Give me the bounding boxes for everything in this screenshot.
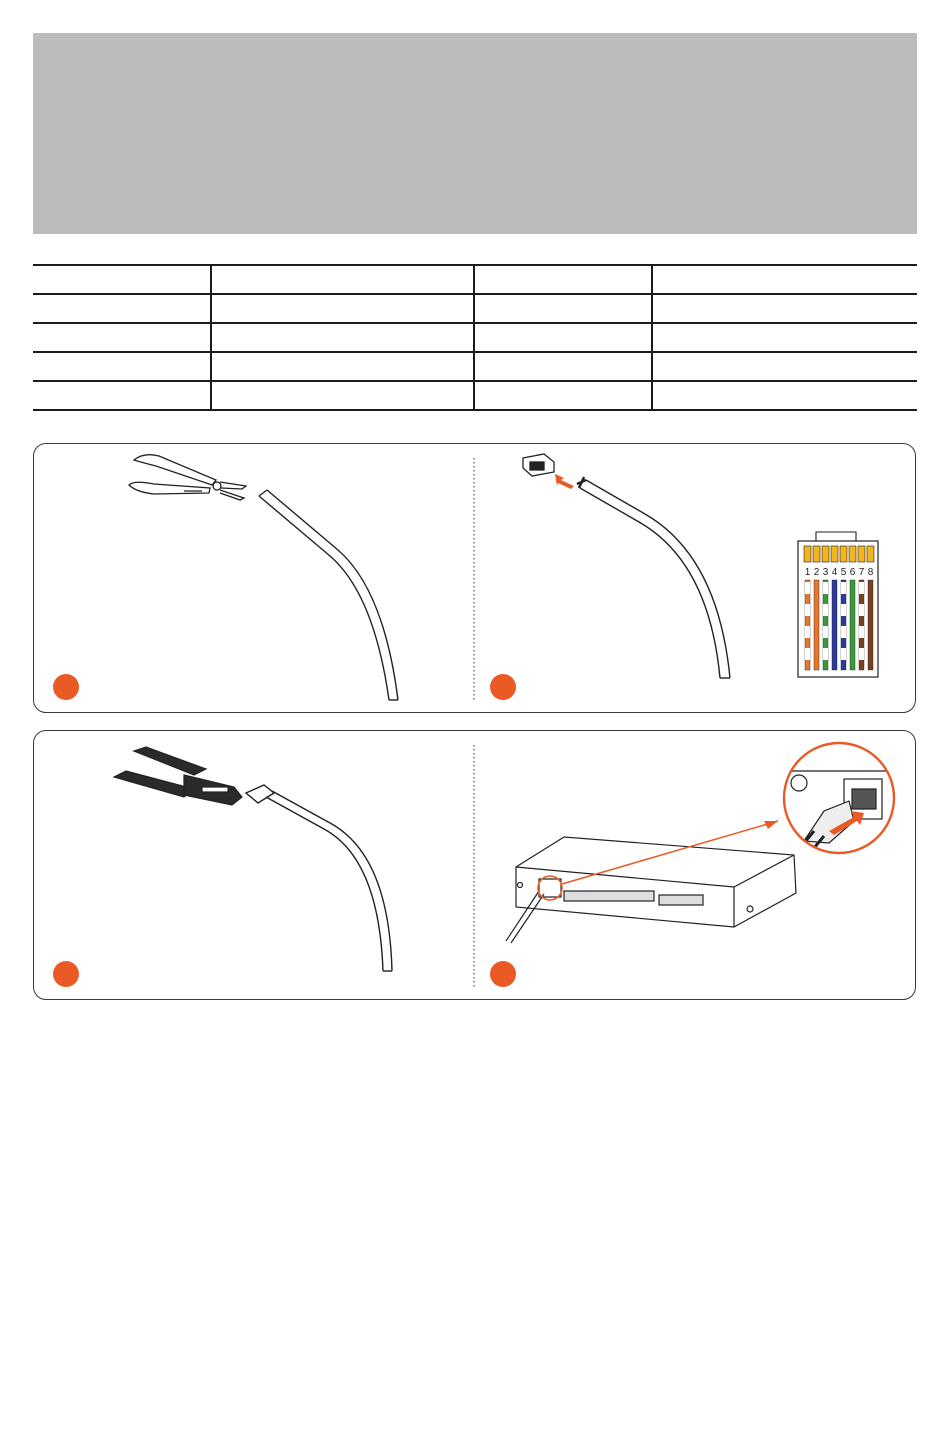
pin-wire <box>832 580 837 670</box>
pin-tip <box>822 546 829 562</box>
pin-number: 7 <box>858 567 865 578</box>
pin-wire-stripe <box>841 582 846 594</box>
pin-number: 8 <box>867 567 874 578</box>
pin-wire-stripe <box>805 648 810 660</box>
pin-number: 4 <box>831 567 838 578</box>
pin-wire-stripe <box>841 648 846 660</box>
pin-wire <box>850 580 855 670</box>
pin-wire-stripe <box>823 626 828 638</box>
pin-wire-stripe <box>841 604 846 616</box>
pin-wire-stripe <box>859 582 864 594</box>
step-3-marker <box>53 961 79 987</box>
panel-top-illustration <box>34 444 915 712</box>
pin-wire-stripe <box>823 604 828 616</box>
wire-stripper-icon <box>129 455 246 500</box>
table-cell <box>652 352 917 381</box>
table-row <box>33 352 917 381</box>
header-banner <box>33 33 917 234</box>
pin-tip <box>804 546 811 562</box>
controller-unit-icon <box>506 837 796 943</box>
rj45-connector-icon <box>523 454 554 476</box>
step-1-marker <box>53 674 79 700</box>
cable-into-connector <box>577 477 730 678</box>
pin-number: 1 <box>804 567 811 578</box>
pin-wire-stripe <box>841 626 846 638</box>
table-row <box>33 294 917 323</box>
table-cell <box>474 352 652 381</box>
table-cell <box>211 265 474 294</box>
crimped-cable <box>246 785 392 971</box>
panel-bottom-illustration <box>34 731 915 999</box>
pin-tip <box>840 546 847 562</box>
table-row <box>33 323 917 352</box>
table-cell <box>652 381 917 410</box>
table-cell <box>211 352 474 381</box>
table-cell <box>33 265 211 294</box>
table-cell <box>33 323 211 352</box>
crimping-tool-icon <box>114 747 242 805</box>
table-cell <box>33 352 211 381</box>
stripped-cable <box>259 490 398 700</box>
table-cell <box>211 294 474 323</box>
pin-wire <box>814 580 819 670</box>
table-cell <box>652 323 917 352</box>
pin-tip <box>831 546 838 562</box>
table-row <box>33 381 917 410</box>
pinout-diagram <box>798 532 878 677</box>
step-4-marker <box>490 961 516 987</box>
table-cell <box>33 381 211 410</box>
pin-tip <box>849 546 856 562</box>
table-cell <box>474 294 652 323</box>
pin-wire-stripe <box>805 582 810 594</box>
pin-wire <box>868 580 873 670</box>
pin-tip <box>867 546 874 562</box>
table-cell <box>211 381 474 410</box>
pin-number: 3 <box>822 567 829 578</box>
pin-tip <box>858 546 865 562</box>
insert-arrow-icon <box>555 474 574 489</box>
table-cell <box>652 294 917 323</box>
table-cell <box>652 265 917 294</box>
pin-number: 5 <box>840 567 847 578</box>
pin-wire-stripe <box>805 626 810 638</box>
pin-number: 2 <box>813 567 820 578</box>
table-cell <box>474 381 652 410</box>
pin-number: 6 <box>849 567 856 578</box>
pin-wire-stripe <box>823 648 828 660</box>
pin-wire-stripe <box>823 582 828 594</box>
step-2-marker <box>490 674 516 700</box>
pin-wire-stripe <box>859 648 864 660</box>
table-cell <box>211 323 474 352</box>
pin-wire-stripe <box>859 604 864 616</box>
pin-wire-stripe <box>859 626 864 638</box>
table-row <box>33 265 917 294</box>
zoom-callout <box>774 741 914 866</box>
pin-tip <box>813 546 820 562</box>
instruction-panel-bottom <box>33 730 916 1000</box>
spec-table <box>33 264 917 411</box>
table-cell <box>33 294 211 323</box>
instruction-panel-top <box>33 443 916 713</box>
pin-wire-stripe <box>805 604 810 616</box>
table-cell <box>474 265 652 294</box>
table-cell <box>474 323 652 352</box>
